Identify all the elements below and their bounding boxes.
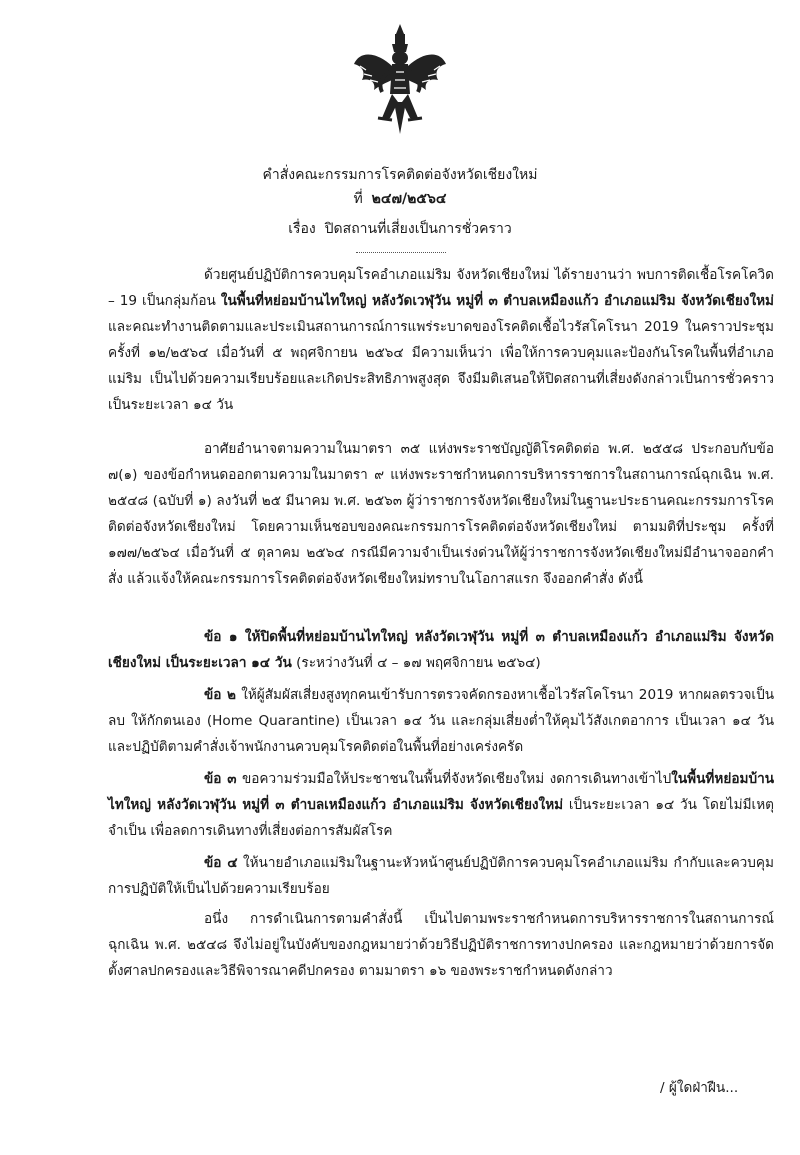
clause-2 — [108, 682, 774, 760]
clause-label: ข้อ ๒ — [204, 687, 237, 703]
order-number-prefix: ที่ — [353, 191, 363, 207]
paragraph-text: และคณะทำงานติดตามและประเมินสถานการณ์การแพร่ระบาดของโรคติดเชื้อไวรัสโคโรนา 2019 ในคราวประชุมครั้งที่ ๑๒/๒๕๖๔ เมื่อวันที่ ๕ พฤศจิกายน ๒๕๖๔ มีความเห็นว่า เพื่อให้การควบคุมและป้องกันโรคในพื้นที่อำเภอแม่ริม เป็นไปด้วยความเรียบร้อยและเกิดประสิทธิภาพสูงสุด จึงมีมติเสนอให้ปิดสถานที่เสี่ยงดังกล่าวเป็นการชั่วคราว เป็นระยะเวลา ๑๔ วัน — [108, 319, 774, 413]
clause-label: ข้อ ๓ — [204, 771, 237, 787]
paragraph-note: อนึ่ง การดำเนินการตามคำสั่งนี้ เป็นไปตามพระราชกำหนดการบริหารราชการในสถานการณ์ฉุกเฉิน พ.ศ. ๒๕๔๘ จึงไม่อยู่ในบังคับของกฎหมายว่าด้วยวิธีปฏิบัติราชการทางปกครอง และกฎหมายว่าด้วยการจัดตั้งศาลปกครองและวิธีพิจารณาคดีปกครอง ตามมาตรา ๑๖ ของพระราชกำหนดดังกล่าว — [108, 911, 774, 979]
clause-3 — [108, 766, 774, 844]
clause-text: ให้ผู้สัมผัสเสี่ยงสูงทุกคนเข้ารับการตรวจคัดกรองหาเชื้อไวรัสโคโรนา 2019 หากผลตรวจเป็นลบ ให้กักตนเอง (Home Quarantine) เป็นเวลา ๑๔ วัน และกลุ่มเสี่ยงต่ำให้คุมไว้สังเกตอาการ เป็นเวลา ๑๔ วัน และปฏิบัติตามคำสั่งเจ้าพนักงานควบคุมโรคติดต่อในพื้นที่อย่างเคร่งครัด — [108, 687, 774, 755]
paragraph-highlight: ในพื้นที่หย่อมบ้านไทใหญ่ หลังวัดเวฬุวัน หมู่ที่ ๓ ตำบลเหมืองแก้ว อำเภอแม่ริม จังหวัดเชียงใหม่ — [220, 293, 774, 309]
clause-highlight: ให้ปิดพื้นที่หย่อมบ้านไทใหญ่ หลังวัดเวฬุวัน หมู่ที่ ๓ ตำบลเหมืองแก้ว อำเภอแม่ริม จังหวัดเชียงใหม่ เป็นระยะเวลา ๑๔ วัน — [108, 629, 774, 671]
clause-text: ให้นายอำเภอแม่ริมในฐานะหัวหน้าศูนย์ปฏิบัติการควบคุมโรคอำเภอแม่ริม กำกับและควบคุมการปฏิบัติให้เป็นไปด้วยความเรียบร้อย — [108, 855, 774, 897]
order-subject — [0, 220, 800, 238]
clause-text: (ระหว่างวันที่ ๔ – ๑๗ พฤศจิกายน ๒๕๖๔) — [291, 655, 541, 671]
clause-text: เป็นระยะเวลา ๑๔ วัน โดยไม่มีเหตุจำเป็น เพื่อลดการเดินทางที่เสี่ยงต่อการสัมผัสโรค — [108, 797, 774, 839]
order-number-value: ๒๔๗/๒๕๖๔ — [371, 191, 447, 207]
clause-text: ขอความร่วมมือให้ประชาชนในพื้นที่จังหวัดเชียงใหม่ งดการเดินทางเข้าไป — [236, 771, 672, 787]
continuation-text: / ผู้ใดฝ่าฝืน... — [660, 1080, 739, 1096]
clause-1 — [108, 624, 774, 676]
paragraph-authority: อาศัยอำนาจตามความในมาตรา ๓๕ แห่งพระราชบัญญัติโรคติดต่อ พ.ศ. ๒๕๕๘ ประกอบกับข้อ ๗(๑) ของข้อกำหนดออกตามความในมาตรา ๙ แห่งพระราชกำหนดการบริหารราชการในสถานการณ์ฉุกเฉิน พ.ศ. ๒๕๔๘ (ฉบับที่ ๑) ลงวันที่ ๒๕ มีนาคม พ.ศ. ๒๕๖๓ ผู้ว่าราชการจังหวัดเชียงใหม่ในฐานะประธานคณะกรรมการโรคติดต่อจังหวัดเชียงใหม่ โดยความเห็นชอบของคณะกรรมการโรคติดต่อจังหวัดเชียงใหม่ ตามมติที่ประชุม ครั้งที่ ๑๗๗/๒๕๖๔ เมื่อวันที่ ๕ ตุลาคม ๒๕๖๔ กรณีมีความจำเป็นเร่งด่วนให้ผู้ว่าราชการจังหวัดเชียงใหม่มีอำนาจออกคำสั่ง แล้วแจ้งให้คณะกรรมการโรคติดต่อจังหวัดเชียงใหม่ทราบในโอกาสแรก จึงออกคำสั่ง ดังนี้ — [108, 441, 774, 587]
order-number — [0, 190, 800, 208]
order-subject-value: ปิดสถานที่เสี่ยงเป็นการชั่วคราว — [324, 221, 512, 237]
order-title: คำสั่งคณะกรรมการโรคติดต่อจังหวัดเชียงใหม่ — [262, 167, 538, 183]
garuda-emblem-icon — [352, 22, 448, 140]
paragraph-text: ด้วยศูนย์ปฏิบัติการควบคุมโรคอำเภอแม่ริม จังหวัดเชียงใหม่ ได้รายงานว่า พบการติดเชื้อโรคโควิด – 19 เป็นกลุ่มก้อน — [108, 267, 774, 309]
clause-4 — [108, 850, 774, 902]
clause-label: ข้อ ๑ — [204, 629, 238, 645]
clause-label: ข้อ ๔ — [204, 855, 238, 871]
header-divider — [356, 252, 446, 253]
order-subject-prefix: เรื่อง — [288, 221, 316, 237]
clause-highlight: ในพื้นที่หย่อมบ้านไทใหญ่ หลังวัดเวฬุวัน หมู่ที่ ๓ ตำบลเหมืองแก้ว อำเภอแม่ริม จังหวัดเชียงใหม่ — [108, 771, 774, 813]
paragraph-background — [108, 262, 774, 418]
